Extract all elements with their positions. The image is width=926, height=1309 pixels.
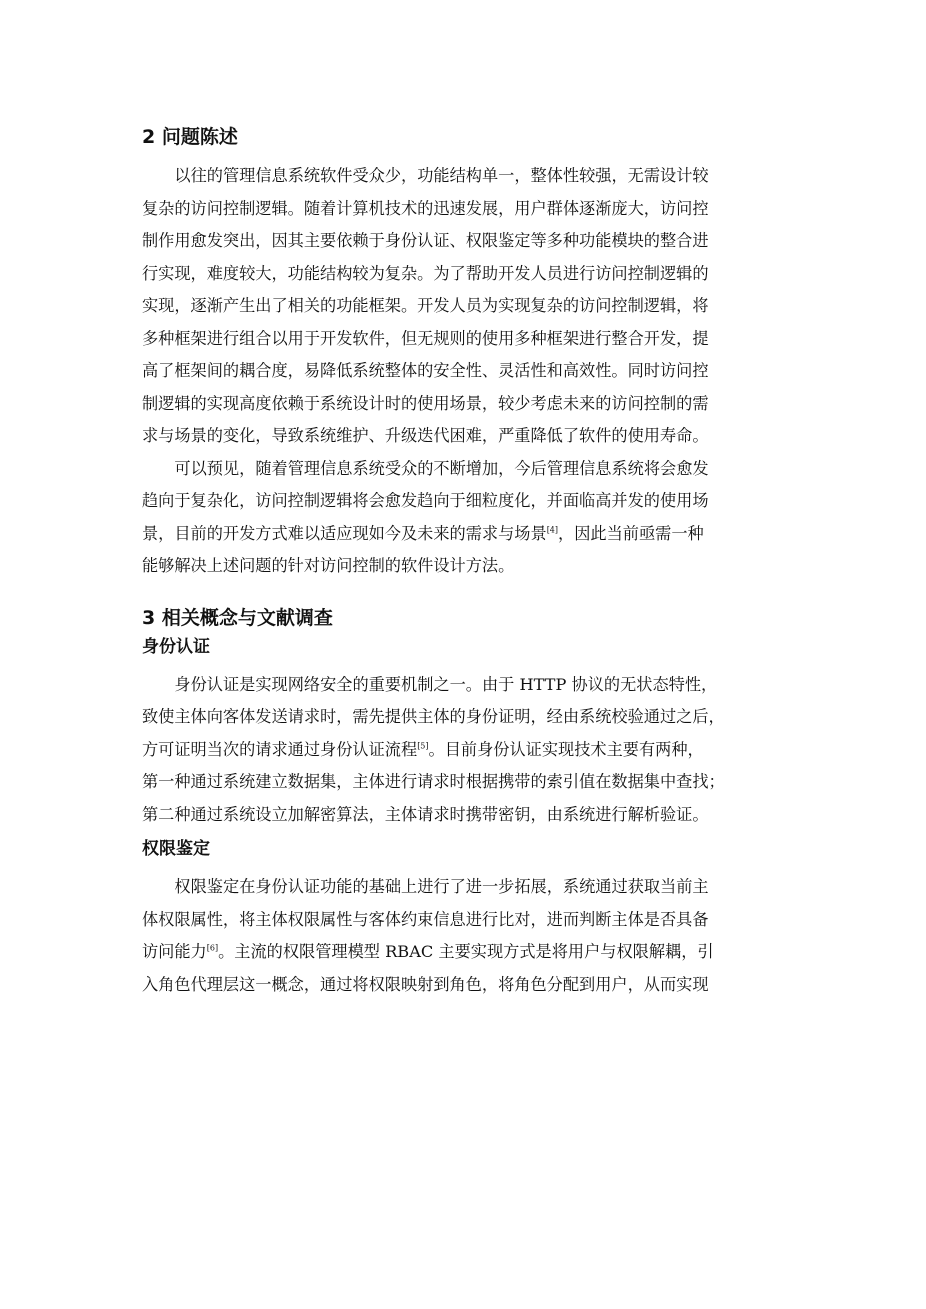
p1-text: 以往的管理信息系统软件受众少，功能结构单一，整体性较强，无需设计较 复杂的访问控制逻辑。随着计算机技术的迅速发展，用户群体逐渐庞大，访问控 制作用愈发突出，因其主要依赖于身份认证、权限鉴定等多种功能模块的整合进 行实现，难度较大，功能结构较为复杂。为了帮助开发人员进行访问控制逻辑的 实现，逐渐产生出了相关的功能框架。开发人员为实现复杂的访问控制逻辑，将 多种框架进行组合以用于开发软件，但无规则的使用多种框架进行整合开发，提 高了框架间的耦合度，易降低系统整体的安全性、灵活性和高效性。同时访问控 制逻辑的实现高度依赖于系统设计时的使用场景，较少考虑未来的访问控制的需 求与场景的变化，导致系统维护、升级迭代困难，严重降低了软件的使用寿命。 bbox=[142, 166, 709, 445]
citation-6: [6] bbox=[206, 943, 219, 953]
p2-text-before: 可以预见，随着管理信息系统受众的不断增加，今后管理信息系统将会愈发 趋向于复杂化，访问控制逻辑将会愈发趋向于细粒度化，并面临高并发的使用场 景，目前的开发方式难以适应现如今及未来的需求与场景 bbox=[142, 458, 709, 543]
section-3-heading: 3 相关概念与文献调查 bbox=[142, 606, 333, 629]
p2-text-after: ，因此当前亟需一种 能够解决上述问题的针对访问控制的软件设计方法。 bbox=[142, 523, 704, 575]
section-2-paragraph-2 bbox=[142, 453, 790, 583]
perm-text-before: 权限鉴定在身份认证功能的基础上进行了进一步拓展，系统通过获取当前主 体权限属性，将主体权限属性与客体约束信息进行比对，进而判断主体是否具备 访问能力 bbox=[142, 877, 709, 961]
citation-5: [5] bbox=[417, 741, 429, 751]
section-2-heading: 2 问题陈述 bbox=[142, 126, 238, 148]
section-2-paragraph-1 bbox=[142, 160, 790, 453]
auth-paragraph bbox=[142, 669, 790, 832]
auth-text-after: 。目前身份认证实现技术主要有两种， 第一种通过系统建立数据集，主体进行请求时根据携带的索引值在数据集中查找； 第二种通过系统设立加解密算法，主体请求时携带密钥，由系统进行解析验证。 bbox=[142, 739, 725, 824]
perm-paragraph bbox=[142, 871, 790, 1001]
subsection-auth-heading: 身份认证 bbox=[142, 636, 210, 657]
perm-text-after: 。主流的权限管理模型 RBAC 主要实现方式是将用户与权限解耦，引 入角色代理层这一概念，通过将权限映射到角色，将角色分配到用户，从而实现 bbox=[142, 942, 714, 994]
citation-4: [4] bbox=[546, 525, 559, 535]
subsection-perm-heading: 权限鉴定 bbox=[142, 839, 210, 859]
auth-text-before: 身份认证是实现网络安全的重要机制之一。由于 HTTP 协议的无状态特性， 致使主体向客体发送请求时，需先提供主体的身份证明，经由系统校验通过之后， 方可证明当次的请求通过身份认证流程 bbox=[142, 674, 725, 759]
document-page bbox=[142, 118, 790, 1001]
